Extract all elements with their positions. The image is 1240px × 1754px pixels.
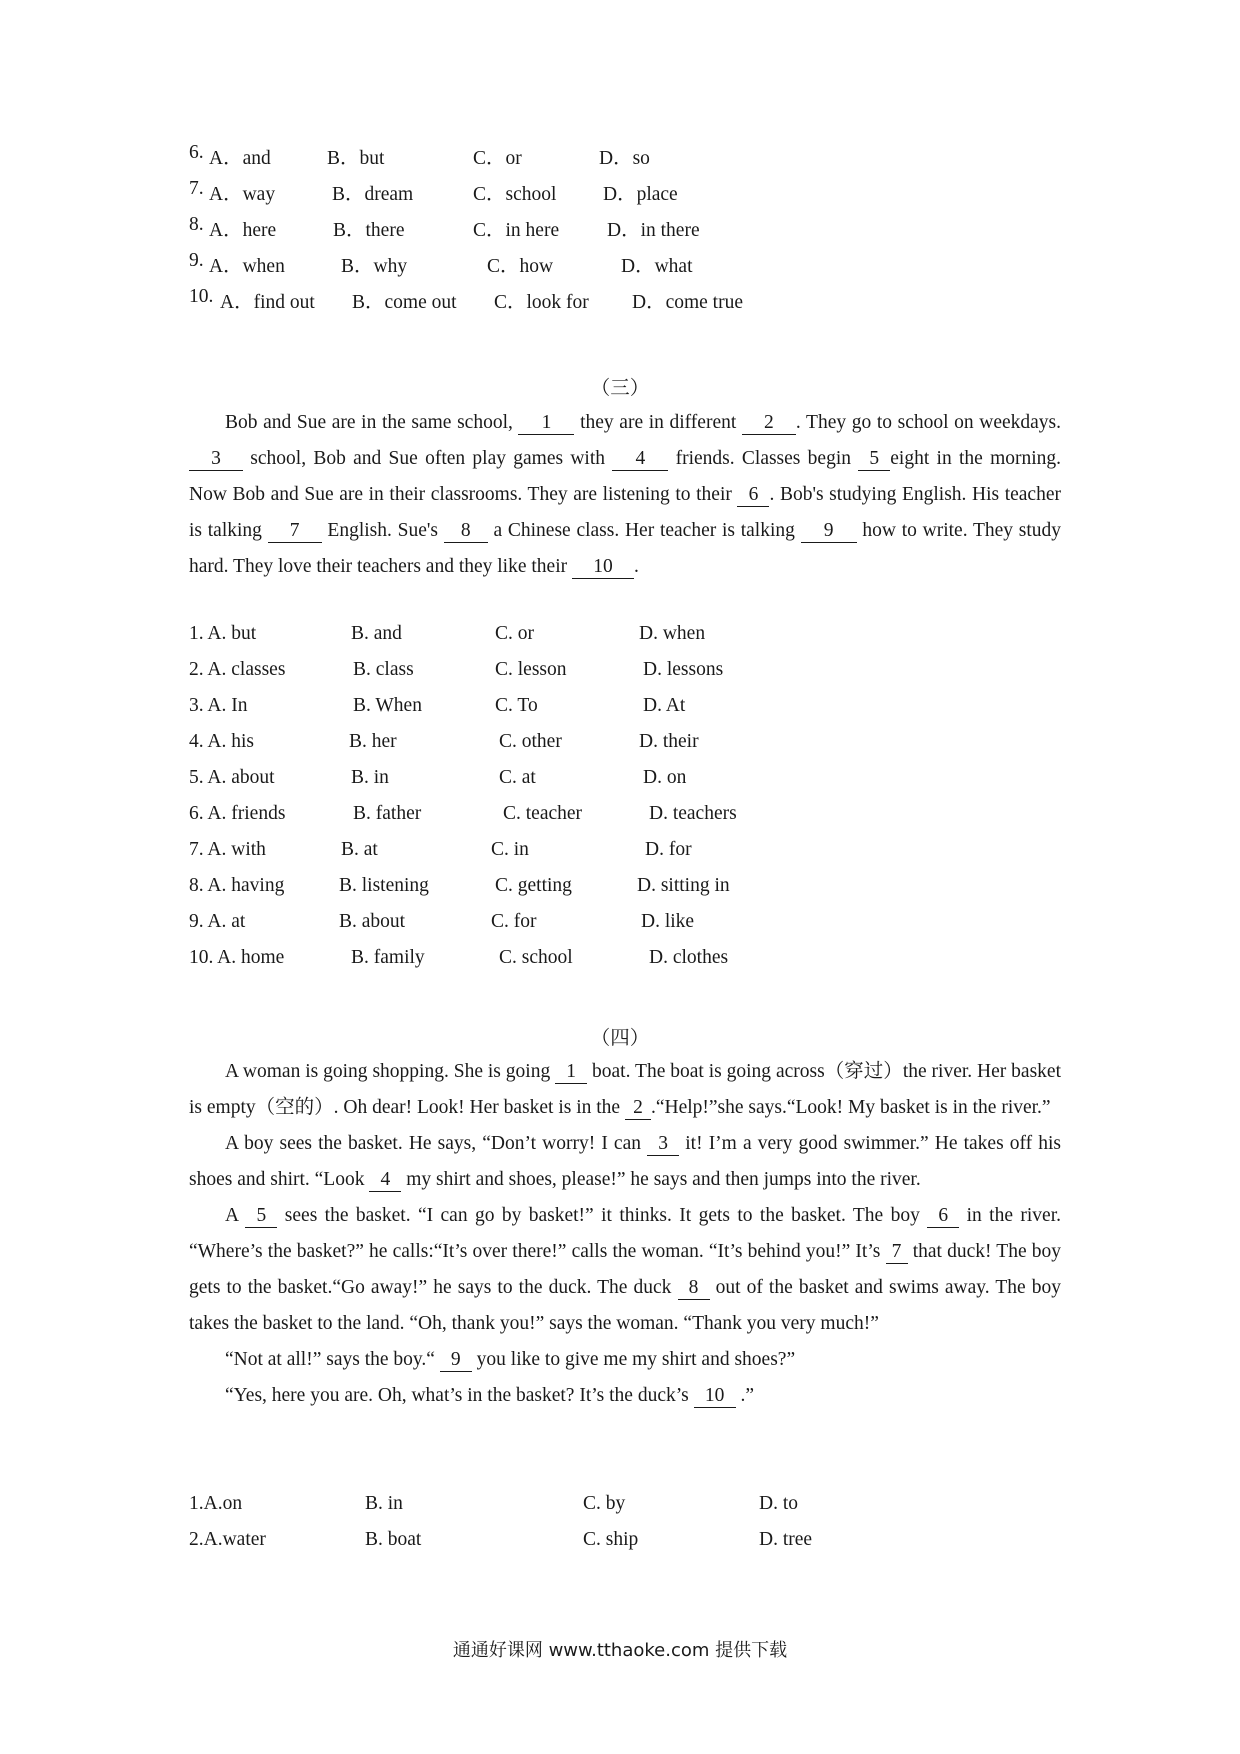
question-number: 9. xyxy=(189,250,204,271)
option-d: D．so xyxy=(599,148,650,169)
blank: 8 xyxy=(678,1277,710,1300)
blank: 2 xyxy=(742,412,796,435)
option-c: C. other xyxy=(499,731,562,752)
option-c: C. in xyxy=(491,839,529,860)
option-d: D. At xyxy=(643,695,686,716)
option-b: B. family xyxy=(351,947,425,968)
blank: 2 xyxy=(625,1097,651,1120)
option-d: D. for xyxy=(645,839,692,860)
blank: 9 xyxy=(801,520,857,543)
option-b: B. in xyxy=(351,767,389,788)
blank: 10 xyxy=(694,1385,736,1408)
option-a: 1. A. but xyxy=(189,623,257,644)
option-b: B. listening xyxy=(339,875,429,896)
option-a: 3. A. In xyxy=(189,695,248,716)
option-b: B. class xyxy=(353,659,414,680)
option-d: D. when xyxy=(639,623,706,644)
blank: 6 xyxy=(737,484,769,507)
option-c: C．look for xyxy=(494,292,589,313)
option-a: 7. A. with xyxy=(189,839,266,860)
option-a: 1.A.on xyxy=(189,1493,243,1514)
blank: 4 xyxy=(369,1169,401,1192)
blank: 7 xyxy=(886,1241,908,1264)
option-b: B．there xyxy=(333,220,405,241)
option-c: C. or xyxy=(495,623,534,644)
option-d: D．what xyxy=(621,256,693,277)
option-c: C. by xyxy=(583,1493,626,1514)
option-a: 6. A. friends xyxy=(189,803,286,824)
option-d: D．come true xyxy=(632,292,744,313)
option-c: C. school xyxy=(499,947,573,968)
blank: 9 xyxy=(440,1349,472,1372)
option-c: C．in here xyxy=(473,220,560,241)
section-heading: （三） xyxy=(590,378,650,399)
option-b: B. father xyxy=(353,803,422,824)
option-d: D．place xyxy=(603,184,678,205)
option-a: 9. A. at xyxy=(189,911,246,932)
option-c: C．how xyxy=(487,256,554,277)
option-b: B. and xyxy=(351,623,402,644)
option-b: B. about xyxy=(339,911,406,932)
option-a: 4. A. his xyxy=(189,731,255,752)
option-a: 5. A. about xyxy=(189,767,275,788)
blank: 5 xyxy=(858,448,890,471)
question-number: 8. xyxy=(189,214,204,235)
option-d: D. lessons xyxy=(643,659,724,680)
option-a: 8. A. having xyxy=(189,875,285,896)
option-d: D. like xyxy=(641,911,695,932)
blank: 5 xyxy=(245,1205,277,1228)
option-a: A．when xyxy=(209,256,285,277)
option-c: C．school xyxy=(473,184,557,205)
option-b: B．why xyxy=(341,256,408,277)
option-d: D. tree xyxy=(759,1529,813,1550)
option-d: D. clothes xyxy=(649,947,729,968)
blank: 6 xyxy=(927,1205,959,1228)
option-c: C．or xyxy=(473,148,522,169)
option-d: D. their xyxy=(639,731,699,752)
blank: 3 xyxy=(647,1133,679,1156)
option-b: B. at xyxy=(341,839,378,860)
option-d: D. to xyxy=(759,1493,798,1514)
blank: 7 xyxy=(268,520,322,543)
option-b: B．dream xyxy=(332,184,414,205)
footer-source: 通通好课网 www.tthaoke.com 提供下载 xyxy=(452,1640,788,1661)
question-number: 10. xyxy=(189,286,214,307)
option-a: A．find out xyxy=(220,292,315,313)
blank: 4 xyxy=(612,448,668,471)
passage-section3: Bob and Sue are in the same school, 1 they are in different 2 . They go to school on weekdays. 3 school, Bob and Sue often play games with 4 friends. Classes begin 5 eight in the morning. Now Bob and Sue are in their classrooms. They are listening to their 6 . Bob's studying English. His teacher is talking 7 English. Sue's 8 a Chinese class. Her teacher is talking 9 how to write. They study hard. They love their teachers and they like their 10 . xyxy=(189,412,1062,577)
blank: 1 xyxy=(518,412,574,435)
option-b: B. in xyxy=(365,1493,403,1514)
option-b: B．come out xyxy=(352,292,457,313)
option-b: B. boat xyxy=(365,1529,422,1550)
option-d: D．in there xyxy=(607,220,700,241)
option-a: A．way xyxy=(209,184,276,205)
question-number: 7. xyxy=(189,178,204,199)
blank: 3 xyxy=(189,448,243,471)
option-d: D. teachers xyxy=(649,803,737,824)
option-c: C. lesson xyxy=(495,659,567,680)
option-a: A．here xyxy=(209,220,277,241)
option-c: C. To xyxy=(495,695,538,716)
option-b: B．but xyxy=(327,148,385,169)
option-b: B. her xyxy=(349,731,397,752)
option-a: 2.A.water xyxy=(189,1529,266,1550)
option-d: D. sitting in xyxy=(637,875,730,896)
blank: 8 xyxy=(444,520,488,543)
option-a: 10. A. home xyxy=(189,947,285,968)
option-a: 2. A. classes xyxy=(189,659,286,680)
option-a: A．and xyxy=(209,148,271,169)
option-b: B. When xyxy=(353,695,422,716)
blank: 10 xyxy=(572,556,634,579)
option-c: C. teacher xyxy=(503,803,583,824)
option-d: D. on xyxy=(643,767,687,788)
blank: 1 xyxy=(555,1061,587,1084)
question-number: 6. xyxy=(189,142,204,163)
section-heading: （四） xyxy=(590,1028,650,1049)
option-c: C. for xyxy=(491,911,537,932)
option-c: C. getting xyxy=(495,875,572,896)
option-c: C. ship xyxy=(583,1529,639,1550)
passage-section4: A woman is going shopping. She is going 1 boat. The boat is going across（穿过）the river. Her basket is empty（空的）. Oh dear! Look! Her basket is in the 2 .“Help!”she says.“Look! My basket is in the river.” A boy sees the basket. He says, “Don’t worry! I can 3 it! I’m a very good swimmer.” He takes off his shoes and shirt. “Look 4 my shirt and shoes, please!” he says and then jumps into the river. A 5 sees the basket. “I can go by basket!” it thinks. It gets to the basket. The boy 6 in the river. “Where’s the basket?” he calls:“It’s over there!” calls the woman. “It’s behind you!” It’s 7 that duck! The boy gets to the basket.“Go away!” he says to the duck. The duck 8 out of the basket and swims away. The boy takes the basket to the land. “Oh, thank you!” says the woman. “Thank you very much!” “Not at all!” says the boy.“ 9 you like to give me my shirt and shoes?” “Yes, here you are. Oh, what’s in the basket? It’s the duck’s 10 .” xyxy=(189,1061,1062,1406)
option-c: C. at xyxy=(499,767,536,788)
